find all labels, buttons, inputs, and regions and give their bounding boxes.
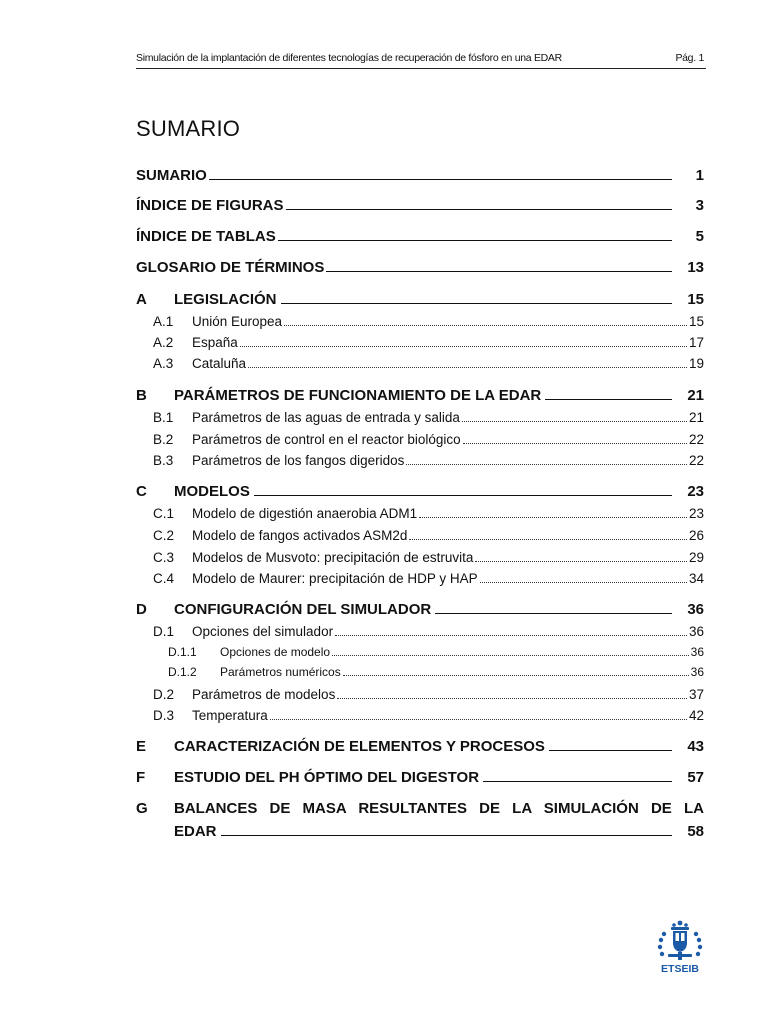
toc-entry-page: 26 [688, 528, 704, 543]
toc-entry[interactable] [136, 571, 704, 586]
toc-leader [284, 324, 687, 326]
toc-entry-label: MODELOS [174, 483, 250, 500]
toc-entry-page: 3 [695, 197, 704, 214]
toc-entry-page: 21 [687, 387, 704, 404]
toc-entry-number: C.4 [153, 571, 175, 586]
toc-entry-number: C.3 [153, 550, 175, 565]
toc-leader [286, 208, 672, 210]
toc-entry-page: 17 [688, 335, 704, 350]
toc-entry[interactable] [136, 432, 704, 447]
toc-entry-number: D.3 [153, 708, 175, 723]
toc-leader [343, 674, 689, 676]
etseib-crest-icon [656, 918, 704, 976]
toc-entry[interactable] [136, 410, 704, 425]
toc-entry[interactable] [136, 601, 704, 618]
toc-entry-label: EDAR [174, 823, 217, 840]
toc-entry-label: PARÁMETROS DE FUNCIONAMIENTO DE LA EDAR [174, 387, 542, 404]
toc-entry-number: A.3 [153, 356, 174, 371]
toc-entry-label: Opciones de modelo [220, 645, 331, 659]
toc-entry-label: LEGISLACIÓN [174, 291, 277, 308]
toc-entry-number: B.2 [153, 432, 174, 447]
toc-entry[interactable] [136, 708, 704, 723]
toc-entry-label: GLOSARIO DE TÉRMINOS [136, 259, 325, 276]
toc-entry-page: 23 [687, 483, 704, 500]
toc-entry[interactable] [136, 506, 704, 521]
toc-entry[interactable] [136, 738, 704, 755]
toc-leader [419, 516, 687, 518]
toc-entry-page: 13 [687, 259, 704, 276]
header-rule [136, 68, 706, 69]
toc-leader [409, 538, 687, 540]
toc-leader [483, 780, 672, 782]
toc-entry-label: Parámetros de modelos [192, 687, 336, 702]
toc-entry-label: Unión Europea [192, 314, 283, 329]
logo-text: ETSEIB [661, 963, 699, 975]
toc-entry-label: ÍNDICE DE TABLAS [136, 228, 276, 245]
toc-entry[interactable] [136, 528, 704, 543]
toc-entry-label: ESTUDIO DEL PH ÓPTIMO DEL DIGESTOR [174, 769, 480, 786]
toc-entry-page: 21 [688, 410, 704, 425]
toc-entry[interactable] [136, 769, 704, 786]
toc-entry[interactable] [136, 387, 704, 404]
toc-entry-label: Temperatura [192, 708, 268, 723]
toc-entry-number: G [136, 800, 148, 817]
toc-entry-page: 58 [687, 823, 704, 840]
toc-leader [337, 697, 687, 699]
toc-entry-label: Parámetros numéricos [220, 665, 341, 679]
toc-leader [281, 302, 672, 304]
toc-entry-number: C [136, 483, 147, 500]
toc-entry-number: D.1 [153, 624, 175, 639]
toc-entry-number: C.2 [153, 528, 175, 543]
toc-leader [335, 634, 687, 636]
toc-entry-page: 36 [690, 665, 704, 679]
toc-entry-page: 43 [687, 738, 704, 755]
toc-entry-page: 1 [695, 167, 704, 184]
toc-entry[interactable] [136, 291, 704, 308]
toc-leader [475, 560, 687, 562]
toc-entry[interactable] [136, 335, 704, 350]
toc-leader [332, 654, 689, 656]
toc-entry-label: Modelo de digestión anaerobia ADM1 [192, 506, 418, 521]
toc-entry-label: Modelo de Maurer: precipitación de HDP y HAP [192, 571, 478, 586]
toc-leader [545, 398, 672, 400]
toc-leader [463, 442, 687, 444]
toc-entry[interactable] [136, 167, 704, 184]
toc-entry-label: BALANCES DE MASA RESULTANTES DE LA SIMULACIÓN DE LA [174, 800, 704, 817]
toc-leader [254, 494, 672, 496]
toc-entry-page: 34 [688, 571, 704, 586]
toc-entry-page: 36 [688, 624, 704, 639]
toc-leader [549, 749, 672, 751]
toc-leader [278, 239, 672, 241]
toc-leader [221, 834, 672, 836]
toc-entry-page: 57 [687, 769, 704, 786]
toc-entry-page: 22 [688, 453, 704, 468]
page-title: SUMARIO [136, 116, 241, 141]
toc-entry-number: D [136, 601, 147, 618]
toc-leader [326, 270, 672, 272]
toc-entry[interactable] [136, 483, 704, 500]
toc-entry-page: 42 [688, 708, 704, 723]
toc-entry-page: 15 [687, 291, 704, 308]
toc-entry[interactable] [136, 453, 704, 468]
toc-entry-page: 15 [688, 314, 704, 329]
toc-entry-number: D.1.2 [168, 665, 197, 679]
toc-entry-number: B.1 [153, 410, 174, 425]
toc-entry-number: D.1.1 [168, 645, 197, 659]
toc-entry-number: D.2 [153, 687, 175, 702]
toc-entry-label: España [192, 335, 238, 350]
toc-entry-page: 37 [688, 687, 704, 702]
toc-entry-number: A.1 [153, 314, 174, 329]
toc-entry-page: 29 [688, 550, 704, 565]
toc-entry-continuation[interactable] [136, 823, 704, 840]
toc-entry-page: 23 [688, 506, 704, 521]
toc-entry[interactable] [136, 259, 704, 276]
header-page-number: Pág. 1 [675, 52, 704, 64]
toc-entry-page: 5 [695, 228, 704, 245]
toc-leader [406, 463, 687, 465]
toc-entry-label: Parámetros de los fangos digeridos [192, 453, 405, 468]
toc-entry-number: C.1 [153, 506, 175, 521]
toc-entry-label: Modelos de Musvoto: precipitación de estruvita [192, 550, 474, 565]
toc-leader [462, 420, 687, 422]
toc-entry-label: SUMARIO [136, 167, 207, 184]
toc-leader [209, 178, 672, 180]
toc-entry-label: Cataluña [192, 356, 247, 371]
toc-entry[interactable] [136, 550, 704, 565]
toc-entry[interactable] [136, 197, 704, 214]
toc-entry-number: B.3 [153, 453, 174, 468]
toc-entry-page: 22 [688, 432, 704, 447]
toc-entry[interactable] [136, 314, 704, 329]
toc-entry-label: Opciones del simulador [192, 624, 334, 639]
toc-leader [248, 366, 687, 368]
header-title: Simulación de la implantación de diferentes tecnologías de recuperación de fósforo en una EDAR [136, 52, 562, 64]
toc-entry-label: CARACTERIZACIÓN DE ELEMENTOS Y PROCESOS [174, 738, 545, 755]
toc-entry-page: 19 [688, 356, 704, 371]
toc-leader [435, 612, 672, 614]
toc-entry-label: ÍNDICE DE FIGURAS [136, 197, 284, 214]
toc-entry-number: A.2 [153, 335, 174, 350]
toc-entry-page: 36 [687, 601, 704, 618]
toc-entry[interactable] [136, 687, 704, 702]
toc-entry-number: B [136, 387, 147, 404]
toc-entry[interactable] [136, 356, 704, 371]
toc-leader [240, 345, 687, 347]
toc-entry-number: A [136, 291, 147, 308]
toc-entry-label: Parámetros de las aguas de entrada y salida [192, 410, 460, 425]
toc-entry[interactable] [136, 645, 704, 659]
toc-entry-label: Parámetros de control en el reactor biológico [192, 432, 461, 447]
toc-entry-label: Modelo de fangos activados ASM2d [192, 528, 408, 543]
toc-leader [270, 718, 687, 720]
toc-entry-page: 36 [690, 645, 704, 659]
toc-entry[interactable] [136, 800, 704, 817]
toc-entry[interactable] [136, 624, 704, 639]
toc-entry-label: CONFIGURACIÓN DEL SIMULADOR [174, 601, 432, 618]
toc-entry-number: F [136, 769, 146, 786]
toc-entry[interactable] [136, 665, 704, 679]
toc-leader [480, 581, 687, 583]
toc-entry-number: E [136, 738, 147, 755]
running-header [136, 52, 704, 64]
toc-entry[interactable] [136, 228, 704, 245]
